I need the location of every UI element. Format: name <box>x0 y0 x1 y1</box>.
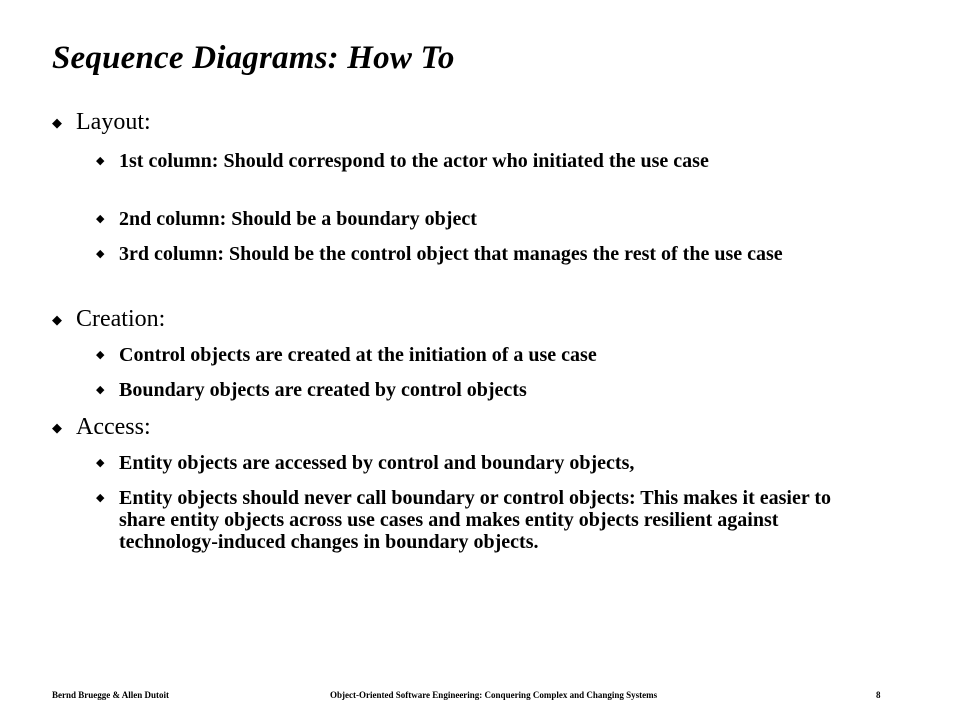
list-item <box>96 452 879 474</box>
list-item-text: Entity objects are accessed by control and boundary objects, <box>119 452 635 474</box>
list-item <box>96 243 879 265</box>
footer-page-number: 8 <box>876 690 881 700</box>
diamond-bullet-icon: ◆ <box>96 213 105 225</box>
diamond-bullet-icon: ◆ <box>96 457 105 469</box>
footer-authors: Bernd Bruegge & Allen Dutoit <box>52 690 169 700</box>
diamond-bullet-icon: ◆ <box>52 420 62 435</box>
list-item <box>96 344 879 366</box>
diamond-bullet-icon: ◆ <box>52 115 62 130</box>
list-item <box>96 487 879 553</box>
section-heading-creation <box>52 306 166 332</box>
list-item-text: Entity objects should never call boundary or control objects: This makes it easier to share entity objects across use cases and makes entity objects resilient against technology-induced changes in boundary objects. <box>119 487 832 553</box>
section-heading-label: Access: <box>76 414 151 440</box>
diamond-bullet-icon: ◆ <box>96 384 105 396</box>
list-item <box>96 208 879 230</box>
section-heading-label: Layout: <box>76 109 151 135</box>
diamond-bullet-icon: ◆ <box>96 155 105 167</box>
diamond-bullet-icon: ◆ <box>96 349 105 361</box>
footer-book-title: Object-Oriented Software Engineering: Conquering Complex and Changing Systems <box>330 690 658 700</box>
list-item-text: Boundary objects are created by control objects <box>119 379 527 401</box>
list-item-text: 1st column: Should correspond to the actor who initiated the use case <box>119 150 709 172</box>
section-heading-label: Creation: <box>76 306 166 332</box>
slide-title: Sequence Diagrams: How To <box>52 40 455 76</box>
section-heading-layout <box>52 109 151 135</box>
diamond-bullet-icon: ◆ <box>96 492 105 504</box>
list-item <box>96 150 879 172</box>
diamond-bullet-icon: ◆ <box>96 248 105 260</box>
list-item-text: Control objects are created at the initiation of a use case <box>119 344 597 366</box>
list-item-text: 2nd column: Should be a boundary object <box>119 208 477 230</box>
section-heading-access <box>52 414 151 440</box>
list-item <box>96 379 879 401</box>
list-item-text: 3rd column: Should be the control object that manages the rest of the use case <box>119 243 783 265</box>
diamond-bullet-icon: ◆ <box>52 312 62 327</box>
